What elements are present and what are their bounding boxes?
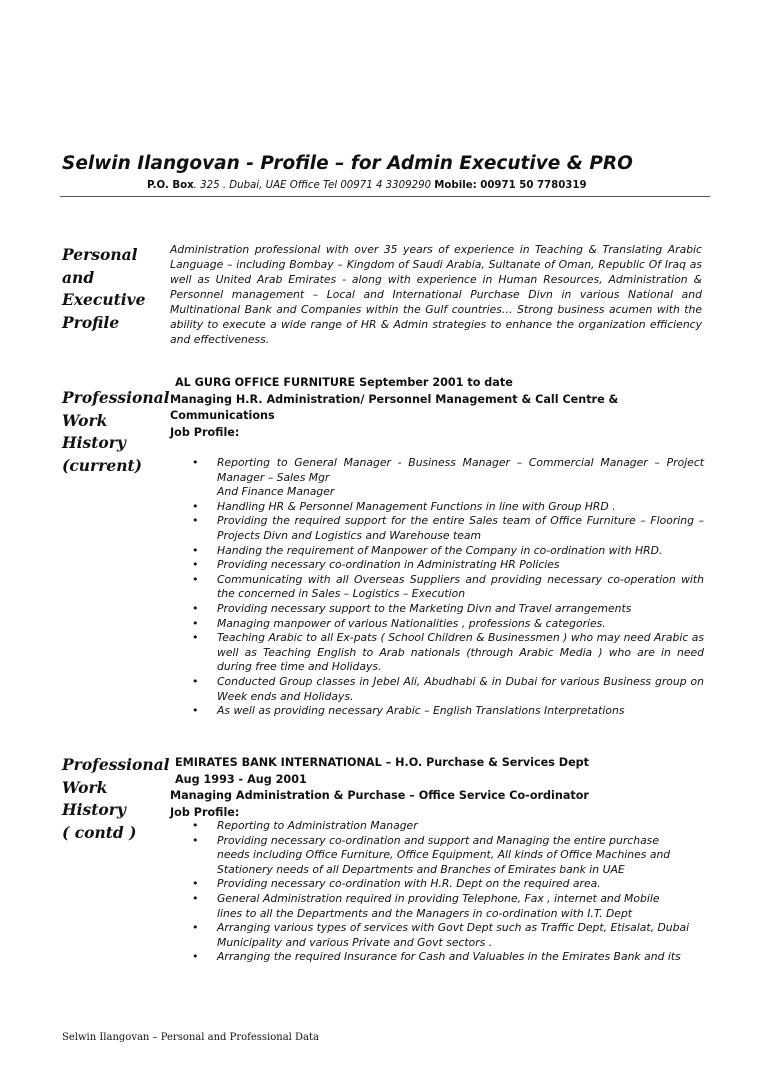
bullet-icon: • [192, 543, 199, 557]
list-item-text: Providing necessary co-ordination with H.R. Dept on the required area. [217, 877, 601, 891]
company-name: EMIRATES BANK INTERNATIONAL – H.O. Purchase & Services Dept [175, 756, 590, 769]
job-current [170, 375, 704, 441]
list-item [170, 921, 704, 950]
po-box-label: P.O. Box [147, 180, 194, 191]
list-item-text: lines to all the Departments and the Managers in co-ordination with I.T. Dept [217, 906, 633, 920]
list-item [170, 500, 704, 515]
current-bullet-list [170, 456, 704, 719]
job-profile-label: Job Profile: [170, 425, 240, 439]
list-item-text: Providing necessary support to the Marketing Divn and Travel arrangements [217, 601, 632, 615]
list-item [170, 631, 704, 675]
list-item [170, 617, 704, 632]
list-item-continuation [170, 485, 704, 500]
section-heading-personal [62, 244, 146, 334]
list-item [170, 456, 704, 485]
list-item [170, 834, 704, 878]
bullet-icon: • [192, 631, 199, 645]
list-item-text: Teaching Arabic to all Ex-pats ( School Children & Businessmen ) who may need Arabic as well as Teaching English to Arab nationals (through Arabic Media ) who are in need during free time and Holidays. [217, 631, 704, 674]
list-item [170, 514, 704, 543]
list-item [170, 892, 704, 921]
job-contd [170, 755, 704, 965]
section-heading-contd [62, 754, 170, 844]
job-role: Managing H.R. Administration/ Personnel Management & Call Centre & [170, 392, 619, 406]
section-heading-current [62, 387, 170, 477]
list-item-text: As well as providing necessary Arabic – English Translations Interpretations [217, 704, 625, 718]
mobile-number: Mobile: 00971 50 7780319 [434, 180, 587, 191]
heading-line: Work [62, 777, 108, 797]
bullet-icon: • [192, 877, 199, 891]
list-item [170, 544, 704, 559]
list-item-text: Handing the requirement of Manpower of the Company in co-ordination with HRD. [217, 543, 663, 557]
list-item-text: And Finance Manager [217, 485, 335, 499]
bullet-icon: • [192, 499, 199, 513]
list-item-text: Communicating with all Overseas Suppliers and providing necessary co-operation with the concerned in Sales – Logistics – Execution [217, 572, 704, 601]
header-divider [60, 196, 710, 197]
page-title: Selwin Ilangovan - Profile – for Admin Executive & PRO [62, 153, 633, 174]
list-item [170, 819, 704, 834]
list-item-text: needs including Office Furniture, Office Equipment, All kinds of Office Machines and [217, 848, 671, 862]
heading-line: Executive [62, 290, 146, 309]
bullet-icon: • [192, 558, 199, 572]
list-item-text: Arranging various types of services with Govt Dept such as Traffic Dept, Etisalat, Dubai [217, 921, 690, 935]
bullet-icon: • [192, 674, 199, 688]
heading-line: Profile [62, 312, 120, 332]
bullet-icon: • [192, 704, 199, 718]
list-item [170, 675, 704, 704]
heading-line: Professional [62, 388, 170, 407]
bullet-icon: • [192, 819, 199, 832]
heading-line: ( contd ) [62, 822, 137, 842]
bullet-icon: • [192, 514, 199, 528]
heading-line: History [62, 800, 126, 819]
list-item [170, 573, 704, 602]
list-item-text: Handling HR & Personnel Management Functions in line with Group HRD . [217, 499, 616, 513]
job-period: Aug 1993 - Aug 2001 [175, 772, 307, 786]
list-item [170, 602, 704, 617]
profile-summary: Administration professional with over 35 years of experience in Teaching & Translating Arabic Language – including Bombay – Kingdom of Saudi Arabia, Sultanate of Oman, Republic Of Iraq as well as United Arab Emirates - along with experience in Human Resources, Administration & Personnel management – Local and International Purchase Divn in various National and Multinational Bank and Companies within the Gulf countries… Strong business acumen with the ability to execute a wide range of HR & Admin strategies to enhance the organization efficiency and effectiveness. [170, 243, 702, 346]
bullet-icon: • [192, 891, 199, 905]
list-item-text: Providing necessary co-ordination in Administrating HR Policies [217, 558, 560, 572]
list-item-text: Managing manpower of various Nationalities , professions & categories. [217, 616, 606, 630]
bullet-icon: • [192, 572, 199, 586]
contact-line [147, 180, 587, 191]
list-item-text: Reporting to General Manager - Business Manager – Commercial Manager – Project Manager – Sales Mgr [217, 456, 704, 484]
heading-line: (current) [62, 455, 142, 475]
address-text: . 325 . Dubai, UAE Office Tel 00971 4 3309290 [193, 180, 435, 191]
list-item-text: Providing the required support for the entire Sales team of Office Furniture – Flooring – Projects Divn and Logistics and Warehouse team [217, 514, 704, 542]
heading-line: Work [62, 410, 108, 430]
heading-line: History [62, 433, 126, 452]
bullet-icon: • [192, 950, 199, 964]
bullet-icon: • [192, 601, 199, 615]
list-item-text: Arranging the required Insurance for Cash and Valuables in the Emirates Bank and its [217, 950, 681, 964]
job-profile-label: Job Profile: [170, 805, 240, 819]
company-name: AL GURG OFFICE FURNITURE September 2001 to date [175, 376, 513, 389]
current-bullets-block [170, 456, 704, 719]
heading-line: Professional [62, 755, 170, 774]
list-item [170, 704, 704, 719]
heading-line: and [62, 267, 95, 287]
list-item-text: Conducted Group classes in Jebel Ali, Abudhabi & in Dubai for various Business group on Week ends and Holidays. [217, 674, 704, 703]
list-item [170, 558, 704, 573]
job-role: Managing Administration & Purchase – Office Service Co-ordinator [170, 789, 589, 802]
list-item-text: Reporting to Administration Manager [217, 819, 418, 832]
contd-bullet-list [170, 819, 704, 965]
list-item-text: General Administration required in providing Telephone, Fax , internet and Mobile [217, 891, 660, 905]
list-item [170, 877, 704, 892]
page-footer: Selwin Ilangovan – Personal and Professional Data [62, 1032, 319, 1043]
list-item-text: Providing necessary co-ordination and support and Managing the entire purchase [217, 833, 659, 847]
bullet-icon: • [192, 921, 199, 935]
bullet-icon: • [192, 616, 199, 630]
job-role-cont: Communications [170, 409, 275, 422]
bullet-icon: • [192, 833, 199, 847]
heading-line: Personal [62, 245, 138, 264]
bullet-icon: • [192, 456, 199, 469]
list-item [170, 950, 704, 965]
list-item-text: Stationery needs of all Departments and Branches of Emirates bank in UAE [217, 862, 625, 876]
list-item-text: Municipality and various Private and Govt sectors . [217, 935, 493, 949]
